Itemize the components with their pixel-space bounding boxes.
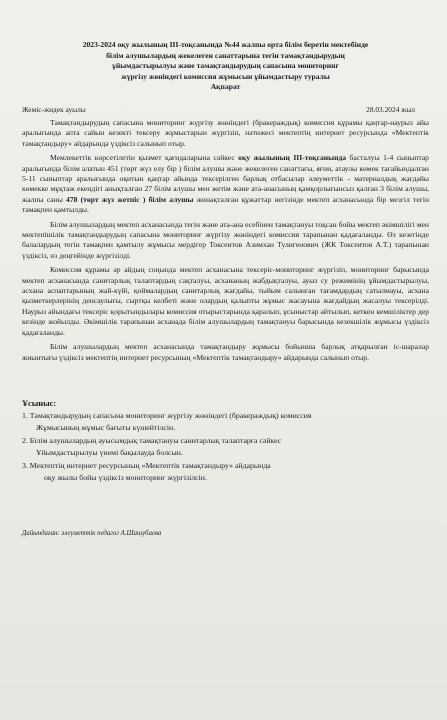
paragraph-5: Білім алушылардың мектеп асханасында тамақтандыру жұмысы бойынша барлық атқарылған іс-шаралар жиынтығы үздіксіз мектептің интернет ресурсының «Мектептік тамақтандыру» айдарында салынып отыр. [22,342,429,362]
paragraph-2 [22,153,429,215]
title-line-2: білім алушылардың жекелеген санаттарына тегін тамақтандырудың [106,50,345,60]
paragraph-2-bold-total: 478 (төрт жүз жетпіс ) білім алушы [66,194,194,204]
location-text: Жеміс-жидек ауылы [22,104,86,114]
prepared-by: Дайындаған: әлеуметтік педагог А.Шашубаева [22,530,162,538]
title-line-3: ұйымдастырылуы және тамақтандырудың сапасына мониторинг [112,61,339,71]
recommendation-item-3-cont: оқу жылы бойы үздіксіз мониторинг жүргізілсін. [44,472,207,482]
title-line-5: Ақпарат [210,82,241,92]
paragraph-1: Тамақтандырудың сапасына мониторинг жүргізу жөніндегі (бракераждық) комиссия құрамы қаңтар-наурыз айы аралығында апта сайын кезекті тексеру жұмыстарын жүргізіп, нәтижесі мектептің интернет ресурсында «Мектептік тамақтандыру» айдарында үздіксіз салынып отыр. [22,117,429,148]
paragraph-3: Білім алушылардың мектеп асханасында тегін және ата-ана есебінен тамақтануы тоқсан бойы мектеп әкімшілігі мен мектепішілік тамақтандырудың сапасына мониторинг жүргізу жөніндегі комиссия тарапынан қадағаланды. Өз кезегінде балалардың тегін тамақпен қамтылу жұмысы мердігер Токсеитов Азимхан Тулигенович (ЖК Токсеитов А.Т.) тарапынан үздіксіз, өз деңгейінде жүргізілді. [22,219,429,260]
paragraph-2-part-e: жинақталған құжаттар негізінде мектеп асханасында бір мезгіл тегін тамақпен қамтылды. [22,194,430,215]
recommendations-list [22,410,429,484]
recommendation-item-1-cont: Жұмысының жұмыс бағыты күшейтілсін. [36,423,176,433]
title-line-1: 2023-2024 оқу жылының III-тоқсанында №44 жалпы орта білім беретін мектебінде [82,40,369,49]
paragraph-4: Комиссия құрамы әр айдың соңында мектеп асханасына тексеріс-мониторинг жүргізіп, мониторинг барысында мектеп асханасында санитарлық талаптардың сақталуы, асхананың жабдықталуы, ауыз су режимінің ұйымдастырылуы, асхана аспаптарының жай-күйі, қоймалардың санитарлық жағдайы, тыйым салынған тағамдардың сатылмауы, асхана қызметкерлерінің денсаулығы, сыртқы келбеті және олардың қалыпты жұмыс жасауына жағдайдың жасалуы тексерілді. Наурыз айындағы тексеріс қорытындылары комиссия отырыстарында қаралып, ұсыныстар айтылып, кеткен кемшіліктер дер кезінде жойылды. Әкімшілік тарапынан асханада білім алушылардың тамақтануы барысында кезекшілік жұмысы үздіксіз қадағаланды. [22,265,429,337]
title-line-4: жүргізу жөніндегі комиссия жұмысын ұйымдастыру туралы [121,71,330,81]
paragraph-2-part-c: басталуы 1-4 сыныптар аралығында білім алатын 451 (төрт жүз елу бір ) білім алушы және жекелеген санаттағы, яғни, атаулы көмек тағайындалған 5-11 сыныптар аралығында оқитын қаңтар айында тексерілген барлық отбасылар әлеуметтік - материалдық жағдайы көмекке мұқтаж екендігі анықталған 27 білім алушы мен жетім және ата-анасының қамқорлығынсыз қалған 3 білім алушы, жалпы саны [22,153,429,204]
recommendation-item-1: 1. Тамақтандырудың сапасына мониторинг жүргізу жөніндегі (бракераждық) комиссия [22,410,312,420]
date-text: 28.03.2024 жыл [366,104,415,114]
recommendation-item-2: 2. Білім алушылардың ауысымдық тамақтануы санитарлық талаптарға сәйкес [22,435,282,445]
paragraph-2-bold-quarter: оқу жылының III-тоқсанында [238,153,347,163]
document-meta [22,105,429,114]
recommendation-item-2-cont: Ұйымдастырылуы үнемі бақылауда болсын. [36,448,183,458]
document-title [28,40,423,93]
recommendations-heading: Ұсыныс: [22,398,57,408]
recommendation-item-3: 3. Мектептің интернет ресурсының «Мектептік тамақтандыру» айдарында [22,460,271,470]
paragraph-2-part-a: Мемлекеттік көрсетілетін қызмет қағидаларына сәйкес [50,153,239,163]
